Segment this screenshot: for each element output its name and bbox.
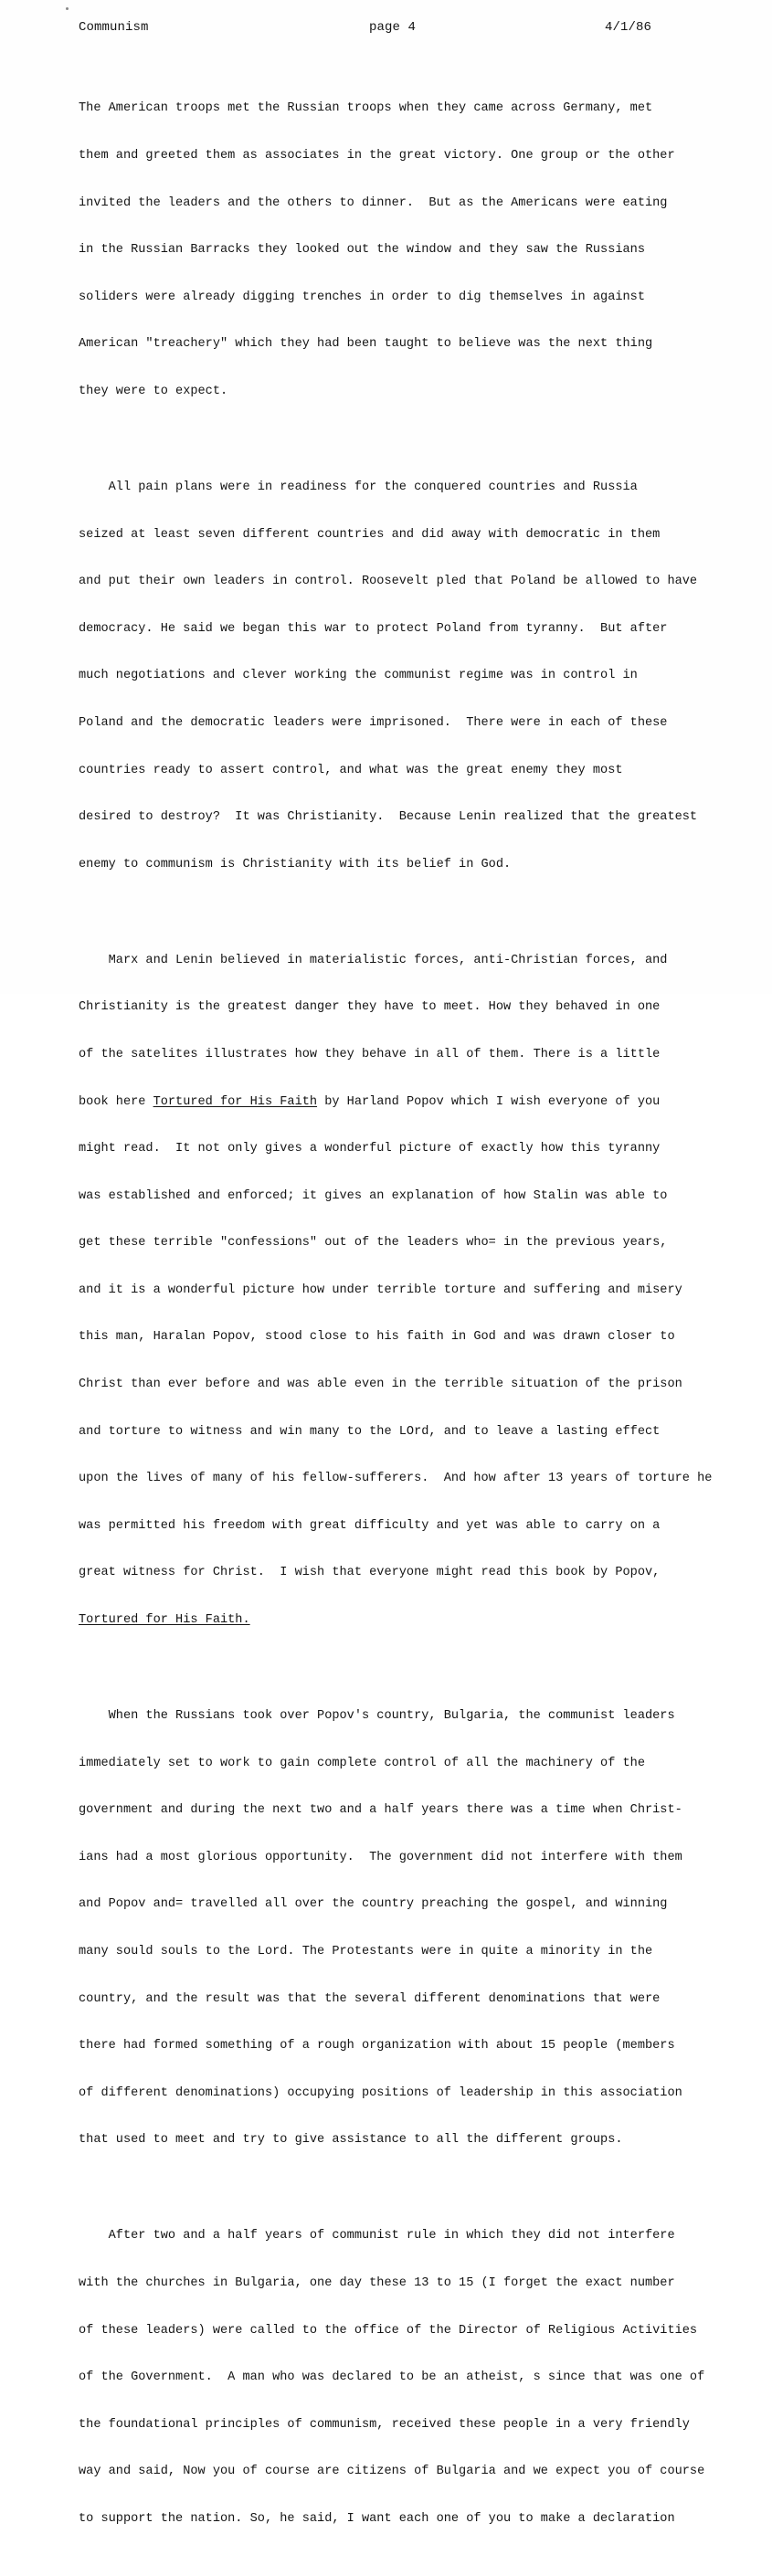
text-line: there had formed something of a rough organization with about 15 people (members <box>79 2039 675 2053</box>
text-line: upon the lives of many of his fellow-sufferers. And how after 13 years of torture he <box>79 1472 713 1486</box>
text-line: much negotiations and clever working the communist regime was in control in <box>79 669 638 683</box>
text-line: soliders were already digging trenches in order to dig themselves in against <box>79 290 645 304</box>
text-line: get these terrible "confessions" out of the leaders who= in the previous years, <box>79 1236 668 1251</box>
page-number: page 4 <box>369 20 417 35</box>
text-line: and Popov and= travelled all over the country preaching the gospel, and winning <box>79 1897 668 1912</box>
book-title-underlined: Tortured for His Faith. <box>79 1613 250 1628</box>
text-line: democracy. He said we began this war to protect Poland from tyranny. But after <box>79 621 668 636</box>
text-line: of these leaders) were called to the office of the Director of Religious Activities <box>79 2323 698 2338</box>
text-line: When the Russians took over Popov's country, Bulgaria, the communist leaders <box>79 1709 675 1724</box>
text-line: government and during the next two and a half years there was a time when Christ- <box>79 1803 682 1818</box>
text-line: Christ than ever before and was able even in the terrible situation of the prison <box>79 1378 682 1392</box>
text-line: and put their own leaders in control. Roosevelt pled that Poland be allowed to have <box>79 575 698 589</box>
document-body <box>79 69 736 2576</box>
paragraph <box>79 449 736 904</box>
text-line: and torture to witness and win many to the LOrd, and to leave a lasting effect <box>79 1424 661 1439</box>
text-line: All pain plans were in readiness for the conquered countries and Russia <box>79 480 638 494</box>
text-line: they were to expect. <box>79 384 228 398</box>
paragraph <box>79 921 736 1659</box>
text-line: this man, Haralan Popov, stood close to his faith in God and was drawn closer to <box>79 1330 675 1345</box>
scan-speck <box>66 7 69 10</box>
text-line: them and greeted them as associates in the great victory. One group or the other <box>79 149 675 163</box>
text-line: to support the nation. So, he said, I want each one of you to make a declaration <box>79 2511 675 2526</box>
text-line: many sould souls to the Lord. The Protestants were in quite a minority in the <box>79 1945 653 1958</box>
text-line-with-book-title: book here Tortured for His Faith by Harland Popov which I wish everyone of you <box>79 1094 661 1109</box>
text-line: of the Government. A man who was declared to be an atheist, s since that was one of <box>79 2370 705 2385</box>
text-line: country, and the result was that the several different denominations that were <box>79 1991 661 2006</box>
text-line: was permitted his freedom with great difficulty and yet was able to carry on a <box>79 1518 661 1533</box>
text-line: was established and enforced; it gives an explanation of how Stalin was able to <box>79 1188 668 1203</box>
text-line: American "treachery" which they had been taught to believe was the next thing <box>79 337 653 352</box>
paragraph <box>79 1677 736 2180</box>
text-line: countries ready to assert control, and what was the great enemy they most <box>79 763 623 777</box>
text-line: with the churches in Bulgaria, one day these 13 to 15 (I forget the exact number <box>79 2275 675 2290</box>
text-line: in the Russian Barracks they looked out the window and they saw the Russians <box>79 243 645 258</box>
text-line: of different denominations) occupying positions of leadership in this association <box>79 2085 682 2100</box>
text-line: the foundational principles of communism, received these people in a very friendly <box>79 2417 690 2432</box>
text-line: Poland and the democratic leaders were imprisoned. There were in each of these <box>79 715 668 730</box>
text-line: invited the leaders and the others to dinner. But as the Americans were eating <box>79 195 668 210</box>
text-line: of the satelites illustrates how they behave in all of them. There is a little <box>79 1047 661 1061</box>
page-header <box>79 20 654 38</box>
text-line: great witness for Christ. I wish that everyone might read this book by Popov, <box>79 1566 661 1580</box>
text-line: Christianity is the greatest danger they have to meet. How they behaved in one <box>79 1000 661 1015</box>
text-line: The American troops met the Russian troops when they came across Germany, met <box>79 101 653 116</box>
paragraph <box>79 2197 736 2559</box>
book-title-underlined: Tortured for His Faith <box>153 1094 318 1109</box>
document-title: Communism <box>79 20 149 35</box>
text-line: seized at least seven different countries and did away with democratic in them <box>79 527 661 542</box>
text-line: that used to meet and try to give assistance to all the different groups. <box>79 2133 623 2148</box>
paragraph <box>79 69 736 431</box>
text-line: ians had a most glorious opportunity. The government did not interfere with them <box>79 1850 682 1864</box>
text-line: might read. It not only gives a wonderful picture of exactly how this tyranny <box>79 1142 661 1156</box>
text-line: and it is a wonderful picture how under terrible torture and suffering and misery <box>79 1283 682 1297</box>
document-date: 4/1/86 <box>605 20 652 35</box>
text-line: desired to destroy? It was Christianity. Because Lenin realized that the greatest <box>79 810 698 825</box>
text-line: enemy to communism is Christianity with its belief in God. <box>79 857 512 871</box>
text-line: After two and a half years of communist rule in which they did not interfere <box>79 2229 675 2243</box>
text-line: way and said, Now you of course are citizens of Bulgaria and we expect you of course <box>79 2465 705 2479</box>
text-line: immediately set to work to gain complete control of all the machinery of the <box>79 1756 645 1770</box>
text-line: Marx and Lenin believed in materialistic forces, anti-Christian forces, and <box>79 953 668 967</box>
